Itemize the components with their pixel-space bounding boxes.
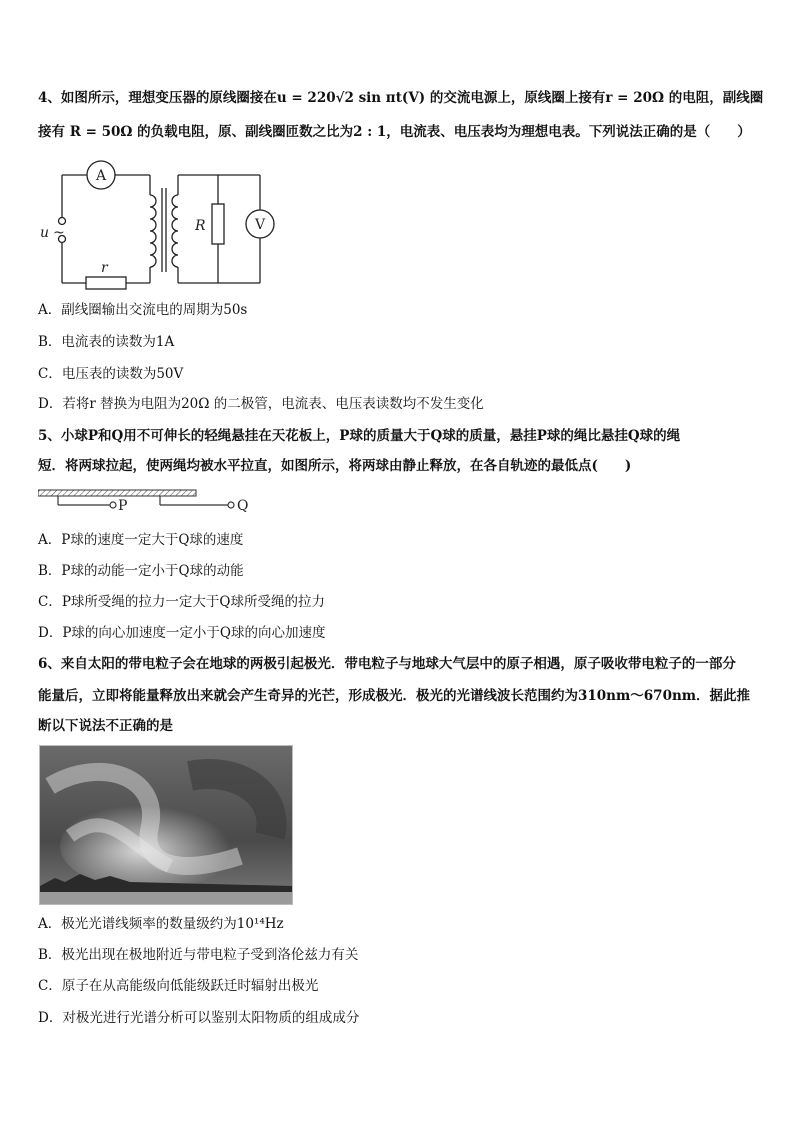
ball-q-label: Q bbox=[237, 498, 249, 514]
pendulum-figure bbox=[38, 486, 268, 516]
q6-stem-line-2: 能量后，立即将能量释放出来就会产生奇异的光芒，形成极光．极光的光谱线波长范围约为310nm～670nm．据此推 bbox=[38, 688, 751, 704]
q6-stem-line-3: 断以下说法不正确的是 bbox=[38, 718, 173, 734]
q6-option-a[interactable]: A．极光光谱线频率的数量级约为10¹⁴Hz bbox=[38, 916, 284, 932]
q4-stem-line-1: 4、如图所示，理想变压器的原线圈接在u = 220√2 sin πt(V) 的交流电源上，原线圈上接有r = 20Ω 的电阻，副线圈 bbox=[38, 90, 764, 106]
q5-option-d[interactable]: D．P球的向心加速度一定小于Q球的向心加速度 bbox=[38, 625, 326, 641]
source-u-label: u bbox=[40, 225, 50, 241]
resistor-r-label: r bbox=[101, 260, 108, 276]
transformer-circuit-figure bbox=[38, 160, 278, 290]
q4-option-d[interactable]: D．若将r 替换为电阻为20Ω 的二极管，电流表、电压表读数均不发生变化 bbox=[38, 396, 484, 412]
q6-option-c[interactable]: C．原子在从高能级向低能级跃迁时辐射出极光 bbox=[38, 978, 319, 994]
q4-option-c[interactable]: C．电压表的读数为50V bbox=[38, 366, 184, 382]
q6-option-b[interactable]: B．极光出现在极地附近与带电粒子受到洛伦兹力有关 bbox=[38, 947, 359, 963]
q4-option-a[interactable]: A．副线圈输出交流电的周期为50s bbox=[38, 302, 248, 318]
q4-option-b[interactable]: B．电流表的读数为1A bbox=[38, 334, 175, 350]
source-tilde-label: ~ bbox=[53, 225, 65, 241]
q4-stem-line-2: 接有 R = 50Ω 的负载电阻，原、副线圈匝数之比为2 : 1，电流表、电压表均为理想电表。下列说法正确的是（ ） bbox=[38, 124, 751, 140]
q5-option-c[interactable]: C．P球所受绳的拉力一定大于Q球所受绳的拉力 bbox=[38, 594, 325, 610]
q5-stem-line-2: 短．将两球拉起，使两绳均被水平拉直，如图所示，将两球由静止释放，在各自轨迹的最低点( ) bbox=[38, 458, 632, 474]
ball-p-label: P bbox=[118, 498, 128, 514]
q6-option-d[interactable]: D．对极光进行光谱分析可以鉴别太阳物质的组成成分 bbox=[38, 1010, 360, 1026]
q5-option-b[interactable]: B．P球的动能一定小于Q球的动能 bbox=[38, 563, 244, 579]
q5-option-a[interactable]: A．P球的速度一定大于Q球的速度 bbox=[38, 532, 244, 548]
voltmeter-label: V bbox=[255, 217, 266, 233]
q6-stem-line-1: 6、来自太阳的带电粒子会在地球的两极引起极光．带电粒子与地球大气层中的原子相遇，原子吸收带电粒子的一部分 bbox=[38, 656, 736, 672]
resistor-R-label: R bbox=[195, 218, 206, 234]
q5-stem-line-1: 5、小球P和Q用不可伸长的轻绳悬挂在天花板上，P球的质量大于Q球的质量，悬挂P球的绳比悬挂Q球的绳 bbox=[38, 428, 681, 444]
aurora-photo bbox=[39, 745, 293, 905]
ammeter-label: A bbox=[96, 168, 107, 184]
